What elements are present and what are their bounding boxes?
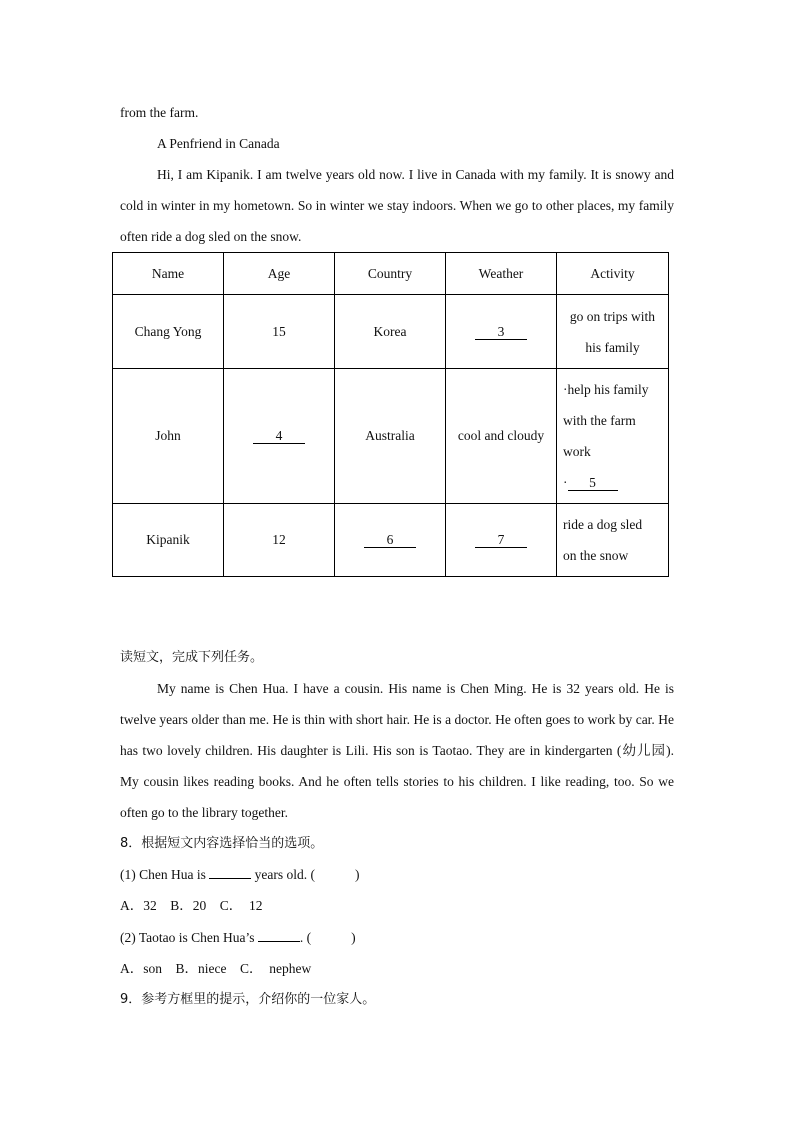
question-9-title: 9．参考方框里的提示，介绍你的一位家人。 [120,992,376,1007]
activity-line: his family [585,339,640,355]
cell-weather [446,295,557,369]
cell-age: 12 [224,504,335,577]
section-passage: My name is Chen Hua. I have a cousin. His name is Chen Ming. He is 32 years old. He is twelve years older than me. He is thin with short hair. He is a doctor. He often goes to work by car. He has two lovely children. His daughter is Lili. His son is Taotao. They are in kindergarten (幼儿园). My cousin likes reading books. And he often tells stories to his children. I like reading, too. So we often go to the library together. [120,681,674,820]
passage-text: Hi, I am Kipanik. I am twelve years old now. I live in Canada with my family. It is snowy and cold in winter in my hometown. So in winter we stay indoors. When we go to other places, my family often ride a dog sled on the snow. [120,167,674,244]
stem-text: (1) Chen Hua is [120,867,210,882]
activity-line [563,467,662,498]
cell-activity [557,504,669,577]
blank-4[interactable]: 4 [253,429,305,444]
cell-activity [557,369,669,504]
activity-line: work [563,444,591,459]
cell-country: Australia [335,369,446,504]
table-row [113,295,669,369]
header-age: Age [224,253,335,295]
activity-line: ride a dog sled [563,517,643,532]
question-8-2-options: A．son B．niece C． nephew [120,961,312,976]
activity-line: on the snow [563,548,629,563]
stem-text: years old. ( [251,867,315,882]
blank-3[interactable]: 3 [475,325,527,340]
question-8-2 [120,922,674,953]
header-activity: Activity [557,253,669,295]
info-table [112,252,669,577]
blank-7[interactable]: 7 [475,533,527,548]
stem-text: . ( [299,930,312,945]
header-country: Country [335,253,446,295]
top-line: from the farm. [120,105,199,120]
passage-title: A Penfriend in Canada [157,136,280,151]
stem-text: (2) Taotao is Chen Hua’s [120,930,258,945]
cell-age: 15 [224,295,335,369]
blank-5[interactable]: 5 [568,476,618,491]
blank-6[interactable]: 6 [364,533,416,548]
answer-line[interactable] [209,878,251,879]
stem-text: ) [351,930,356,945]
table-row [113,504,669,577]
question-8-1 [120,859,674,890]
cell-country [335,504,446,577]
header-weather: Weather [446,253,557,295]
cell-weather: cool and cloudy [446,369,557,504]
question-8-1-options: A．32 B．20 C． 12 [120,898,263,913]
cell-country: Korea [335,295,446,369]
table-header-row [113,253,669,295]
question-8-title: 8．根据短文内容选择恰当的选项。 [120,836,324,851]
cell-name: Chang Yong [113,295,224,369]
cell-activity [557,295,669,369]
activity-line: with the farm [563,413,636,428]
bullet: · [563,475,568,490]
answer-line[interactable] [258,941,300,942]
section-instruction: 读短文，完成下列任务。 [120,650,264,665]
activity-line: go on trips with [569,308,656,324]
cell-name: John [113,369,224,504]
cell-age [224,369,335,504]
table-row [113,369,669,504]
stem-text: ) [354,867,360,882]
cell-weather [446,504,557,577]
cell-name: Kipanik [113,504,224,577]
activity-line: ·help his family [563,382,649,397]
header-name: Name [113,253,224,295]
